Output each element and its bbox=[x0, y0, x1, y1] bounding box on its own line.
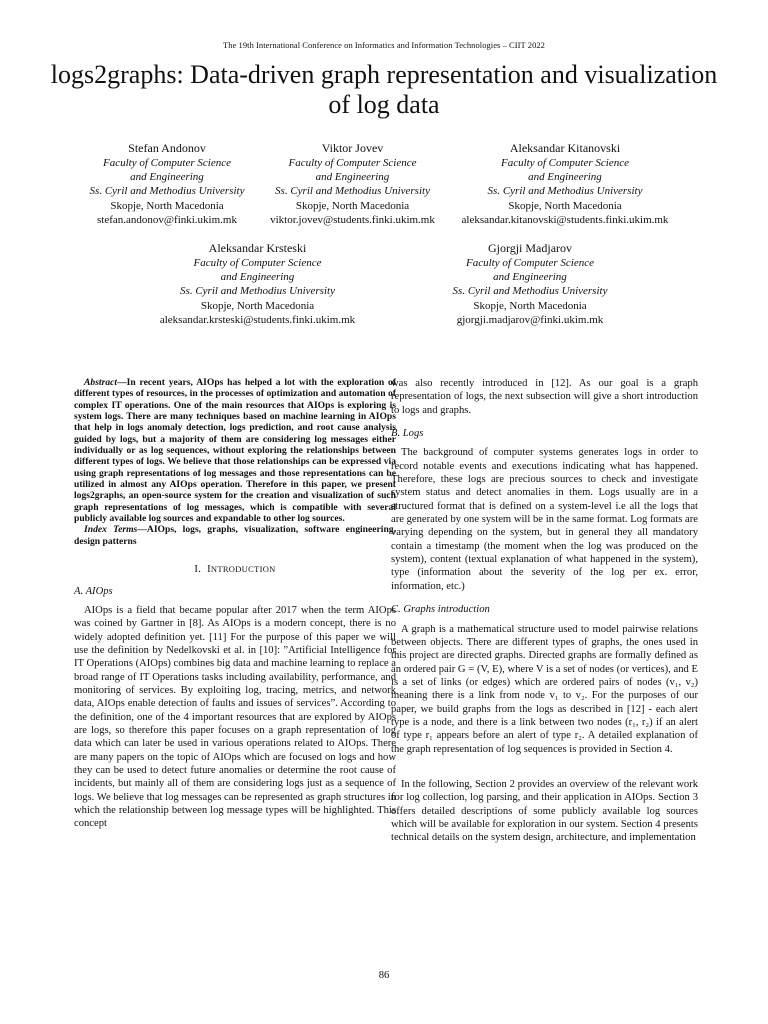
subsection-heading-graphs: C. Graphs introduction bbox=[391, 604, 490, 616]
section-number: I. bbox=[194, 564, 202, 576]
conference-header: The 19th International Conference on Informatics and Information Technologies – CIIT 2022 bbox=[223, 40, 545, 50]
index-terms-text: —AIOps, logs, graphs, visualization, software engineering, design patterns bbox=[74, 524, 396, 547]
paper-title: logs2graphs: Data-driven graph representation and visualization of log data bbox=[50, 60, 718, 119]
author-affiliation: and Engineering bbox=[220, 271, 295, 284]
author-email: aleksandar.krsteski@students.finki.ukim.mk bbox=[159, 313, 356, 326]
author-location: Skopje, North Macedonia bbox=[508, 199, 622, 212]
left-column bbox=[74, 377, 396, 831]
author-affiliation: Ss. Cyril and Methodius University bbox=[89, 185, 245, 198]
author-affiliation: Ss. Cyril and Methodius University bbox=[487, 185, 643, 198]
author-affiliation: and Engineering bbox=[130, 171, 204, 184]
index-terms bbox=[74, 524, 396, 547]
abstract bbox=[74, 377, 396, 524]
author-affiliation: Faculty of Computer Science bbox=[501, 157, 629, 169]
author-email: stefan.andonov@finki.ukim.mk bbox=[97, 213, 237, 226]
author-affiliation: Ss. Cyril and Methodius University bbox=[275, 185, 430, 198]
author-location: Skopje, North Macedonia bbox=[473, 299, 587, 312]
author-name: Aleksandar Krsteski bbox=[208, 241, 307, 255]
abstract-label: Abstract bbox=[84, 377, 118, 388]
author-email: gjorgji.madjarov@finki.ukim.mk bbox=[456, 313, 604, 326]
right-column bbox=[391, 377, 698, 845]
author-affiliation: and Engineering bbox=[315, 171, 390, 184]
author-name: Viktor Jovev bbox=[321, 141, 384, 155]
author-affiliation: Ss. Cyril and Methodius University bbox=[180, 285, 335, 298]
author-location: Skopje, North Macedonia bbox=[200, 299, 315, 312]
author-affiliation: Faculty of Computer Science bbox=[193, 257, 322, 269]
author-name: Aleksandar Kitanovski bbox=[509, 141, 621, 155]
author-affiliation: Faculty of Computer Science bbox=[103, 157, 231, 169]
page-number: 86 bbox=[378, 970, 390, 981]
author-block bbox=[72, 141, 262, 227]
author-block bbox=[425, 241, 635, 327]
author-block bbox=[450, 141, 680, 227]
section-heading-introduction bbox=[74, 563, 396, 576]
author-affiliation: Faculty of Computer Science bbox=[466, 257, 594, 269]
section-rest: NTRODUCTION bbox=[210, 564, 276, 575]
index-terms-label: Index Terms bbox=[84, 524, 138, 536]
paragraph-logs: The background of computer systems generates logs in order to record notable events and executions indicating what has happened. Therefore, these logs are precious sources to check and investigate system status and detect anomalies in them. Logs usually are in a structured format that is defined on a system-level i.e all the logs that are generated by one system will be in the same format. Log formats are varying depending on the system, but in general they all mandatory contain a timestamp (the moment when the log was produced on the system), content (textual explanation of what happened in the system), type (information about the severity of the log per ex. error, information, etc.) bbox=[391, 447, 698, 592]
author-affiliation: Faculty of Computer Science bbox=[288, 157, 417, 169]
author-email: aleksandar.kitanovski@students.finki.ukim.mk bbox=[461, 213, 669, 226]
subsection-heading-aiops: A. AIOps bbox=[74, 585, 113, 597]
spacer bbox=[391, 756, 698, 778]
author-email: viktor.jovev@students.finki.ukim.mk bbox=[270, 213, 435, 226]
paragraph-outline: In the following, Section 2 provides an overview of the relevant work for log collection, log parsing, and their application in AIOps. Section 3 offers detailed descriptions of some publicly available log sources which will be available for exploration in our system. Section 4 presents technical details on the system design, architecture, and implementation bbox=[391, 778, 698, 844]
author-affiliation: and Engineering bbox=[528, 171, 602, 184]
author-affiliation: and Engineering bbox=[493, 271, 567, 284]
paragraph-graphs: A graph is a mathematical structure used to model pairwise relations between objects. There are different types of graphs, the ones used in this project are directed graphs. Directed graphs are formally defined as an ordered pair G = (V, E), where V is a set of nodes (or vertices), and E is a set of links (or edges) which are ordered pairs of nodes (v₁, v₂) meaning there is a link from node v₁ to v₂. For the purposes of our paper, we build graphs from the logs as described in [12] - each alert type is a node, and there is a link between two nodes (r₁, r₂) if an alert of type r₁ appears before an alert of type r₂. A detailed explanation of the graph representation of log sequences is provided in Section 4. bbox=[391, 623, 698, 755]
author-location: Skopje, North Macedonia bbox=[295, 199, 410, 212]
author-name: Gjorgji Madjarov bbox=[487, 241, 573, 255]
author-block bbox=[145, 241, 370, 327]
section-first-letter: I bbox=[207, 564, 211, 576]
author-name: Stefan Andonov bbox=[128, 141, 206, 155]
abstract-text: —In recent years, AIOps has helped a lot with the exploration of different types of resources, in the processes of optimization and automation of complex IT operations. One of the main resources that AIOps is exploring is system logs. There are many techniques based on machine learning in AIOps that help in logs anomaly detection, logs prediction, and root cause analysis guided by logs, but a majority of them are considering log messages either individually or as log sequences, without exploring the relationships between different types of logs. We believe that those relationships can be expressed via using graph representations of log messages and those representations can be utilized in almost any AIOps operation. Therefore in this paper, we present logs2graphs, an open-source system for the creation and visualization of such graph representations of log messages, which is compatible with several publicly available log sources and expandable to other log sources. bbox=[74, 377, 396, 525]
paragraph-aiops: AIOps is a field that became popular after 2017 when the term AIOps was coined by Gartner in [8]. As AIOps is a modern concept, there is no widely adopted definition yet. [11] For the purpose of this paper we will use the definition by Nedelkovski et al. in [10]: ”Artificial Intelligence for IT Operations (AIOps) combines big data and machine learning to replace a broad range of IT Operations tasks including availability, performance, and monitoring of services. By exploiting log, tracing, metrics, and network data, AIOps enable detection of faults and issues of services”. According to the definition, one of the 4 important resources that are explored by AIOps are logs, so therefore this paper focuses on a graph representation of log data which can later be used in various operations related to AIOps. There are many papers on the topic of AIOps which are focused on logs and how they can be used to detect future anomalies or determine the root cause of incidents, but mainly all of them are considering logs just as a sequence of logs. We believe that log messages can be represented as graph structures in which the relationship between log message types will be highlighted. This concept bbox=[74, 604, 396, 830]
subsection-heading-logs: B. Logs bbox=[391, 428, 424, 440]
author-block bbox=[260, 141, 445, 227]
paragraph-aiops-continued: was also recently introduced in [12]. As our goal is a graph representation of logs, the next subsection will give a short introduction to logs and graphs. bbox=[391, 378, 698, 416]
author-location: Skopje, North Macedonia bbox=[110, 199, 224, 212]
author-affiliation: Ss. Cyril and Methodius University bbox=[452, 285, 608, 298]
